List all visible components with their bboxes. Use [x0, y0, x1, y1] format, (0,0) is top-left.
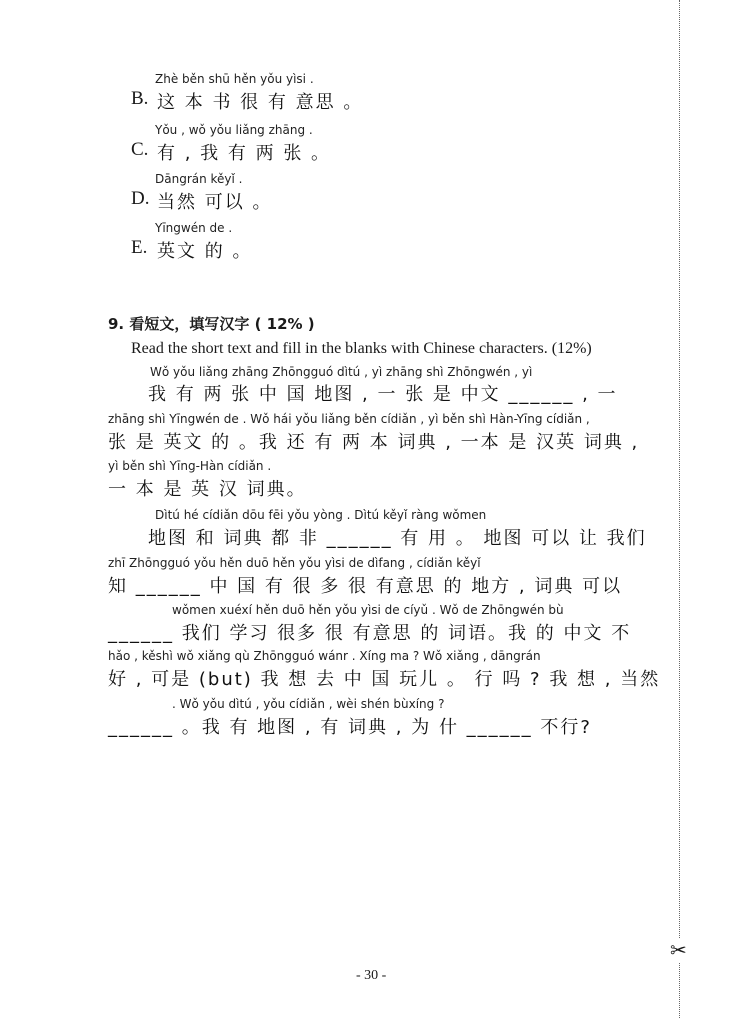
passage-line-5-hanzi: 知 ______ 中 国 有 很 多 很 有意思 的 地方 , 词典 可以	[108, 576, 623, 597]
passage-line-6-pinyin: wǒmen xuéxí hěn duō hěn yǒu yìsi de cíyǔ . Wǒ de Zhōngwén bù	[172, 603, 564, 617]
scissors-icon: ✂	[670, 938, 687, 962]
passage-line-1-pinyin: Wǒ yǒu liǎng zhāng Zhōngguó dìtú , yì zhāng shì Zhōngwén , yì	[150, 365, 533, 379]
option-b-pinyin: Zhè běn shū hěn yǒu yìsi .	[155, 72, 314, 86]
option-b-letter: B.	[131, 88, 149, 109]
passage-line-2-pinyin: zhāng shì Yīngwén de . Wǒ hái yǒu liǎng běn cídiǎn , yì běn shì Hàn-Yīng cídiǎn ,	[108, 412, 590, 426]
option-e-letter: E.	[131, 237, 148, 258]
passage-line-2-hanzi: 张 是 英文 的 。我 还 有 两 本 词典 , 一本 是 汉英 词典 ,	[108, 432, 640, 453]
passage-line-3-pinyin: yì běn shì Yīng-Hàn cídiǎn .	[108, 459, 272, 473]
passage-line-1-hanzi: 我 有 两 张 中 国 地图 , 一 张 是 中文 ______ , 一	[148, 384, 618, 405]
section-9-instruction: Read the short text and fill in the blanks with Chinese characters. (12%)	[131, 340, 592, 357]
page-number: - 30 -	[356, 968, 387, 983]
passage-line-5-pinyin: zhī Zhōngguó yǒu hěn duō hěn yǒu yìsi de dìfang , cídiǎn kěyǐ	[108, 556, 481, 570]
passage-line-3-hanzi: 一 本 是 英 汉 词典。	[108, 479, 307, 500]
option-e-pinyin: Yīngwén de .	[155, 221, 233, 235]
passage-line-4-pinyin: Dìtú hé cídiǎn dōu fēi yǒu yòng . Dìtú kěyǐ ràng wǒmen	[155, 508, 487, 522]
passage-line-6-hanzi: ______ 我们 学习 很多 很 有意思 的 词语。我 的 中文 不	[108, 623, 632, 644]
option-b-hanzi: 这 本 书 很 有 意思 。	[157, 92, 364, 113]
section-9-heading: 9. 看短文，填写汉字 ( 12% )	[108, 315, 315, 333]
cut-line	[679, 0, 680, 1018]
option-c-letter: C.	[131, 139, 149, 160]
option-c-hanzi: 有 , 我 有 两 张 。	[157, 143, 332, 164]
option-c-pinyin: Yǒu , wǒ yǒu liǎng zhāng .	[155, 123, 313, 137]
passage-line-8-pinyin: . Wǒ yǒu dìtú , yǒu cídiǎn , wèi shén bùxíng ?	[172, 697, 445, 711]
option-e-hanzi: 英文 的 。	[157, 241, 253, 262]
passage-line-4-hanzi: 地图 和 词典 都 非 ______ 有 用 。 地图 可以 让 我们	[148, 528, 647, 549]
option-d-hanzi: 当然 可以 。	[157, 192, 273, 213]
option-d-letter: D.	[131, 188, 150, 209]
passage-line-7-hanzi: 好 , 可是 (but) 我 想 去 中 国 玩儿 。 行 吗 ? 我 想 , 当然	[108, 669, 661, 690]
passage-line-7-pinyin: hǎo , kěshì wǒ xiǎng qù Zhōngguó wánr . Xíng ma ? Wǒ xiǎng , dāngrán	[108, 649, 541, 663]
option-d-pinyin: Dāngrán kěyǐ .	[155, 172, 243, 186]
passage-line-8-hanzi: ______ 。我 有 地图 , 有 词典 , 为 什 ______ 不行?	[108, 717, 592, 738]
